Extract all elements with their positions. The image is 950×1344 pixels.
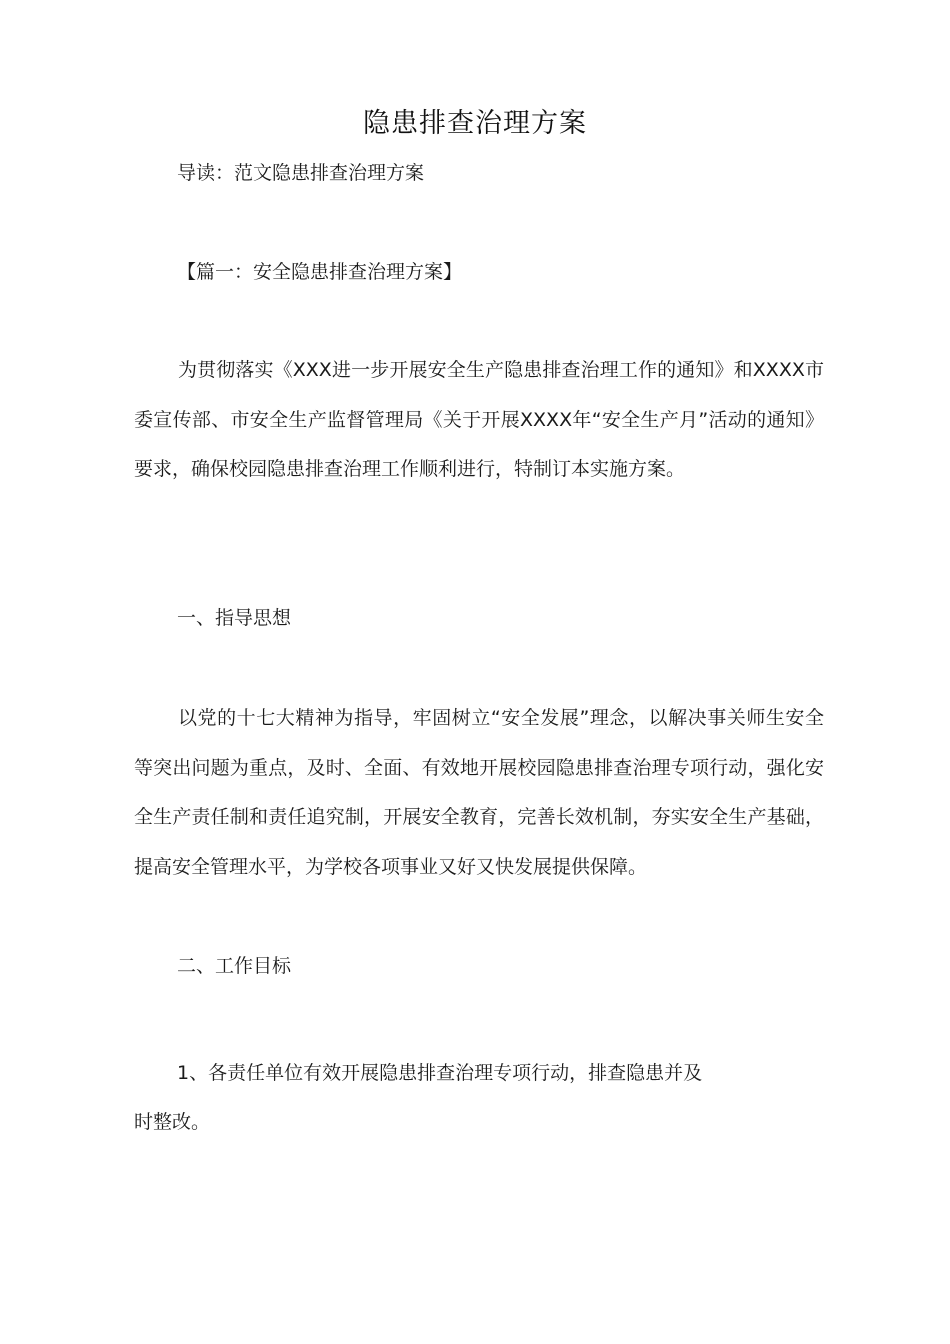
goal-item-1-line-1: 1、各责任单位有效开展隐患排查治理专项行动，排查隐患并及	[177, 1062, 703, 1084]
heading-work-goals: 二、工作目标	[177, 955, 292, 977]
guide-line: 导读：范文隐患排查治理方案	[177, 162, 425, 184]
intro-paragraph: 为贯彻落实《XXX进一步开展安全生产隐患排查治理工作的通知》和XXXX市委宣传部、市安全生产监督管理局《关于开展XXXX年“安全生产月”活动的通知》要求，确保校园隐患排查治理工作顺利进行，特制订本实施方案。	[134, 359, 824, 480]
heading-guiding-ideology: 一、指导思想	[177, 607, 292, 629]
goal-item-1-line-2: 时整改。	[134, 1111, 211, 1133]
section-heading: 【篇一：安全隐患排查治理方案】	[177, 261, 463, 283]
guiding-ideology-paragraph: 以党的十七大精神为指导，牢固树立“安全发展”理念，以解决事关师生安全等突出问题为重点，及时、全面、有效地开展校园隐患排查治理专项行动，强化安全生产责任制和责任追究制，开展安全教育，完善长效机制，夯实安全生产基础，提高安全管理水平，为学校各项事业又好又快发展提供保障。	[134, 707, 824, 878]
document-title: 隐患排查治理方案	[363, 108, 587, 139]
